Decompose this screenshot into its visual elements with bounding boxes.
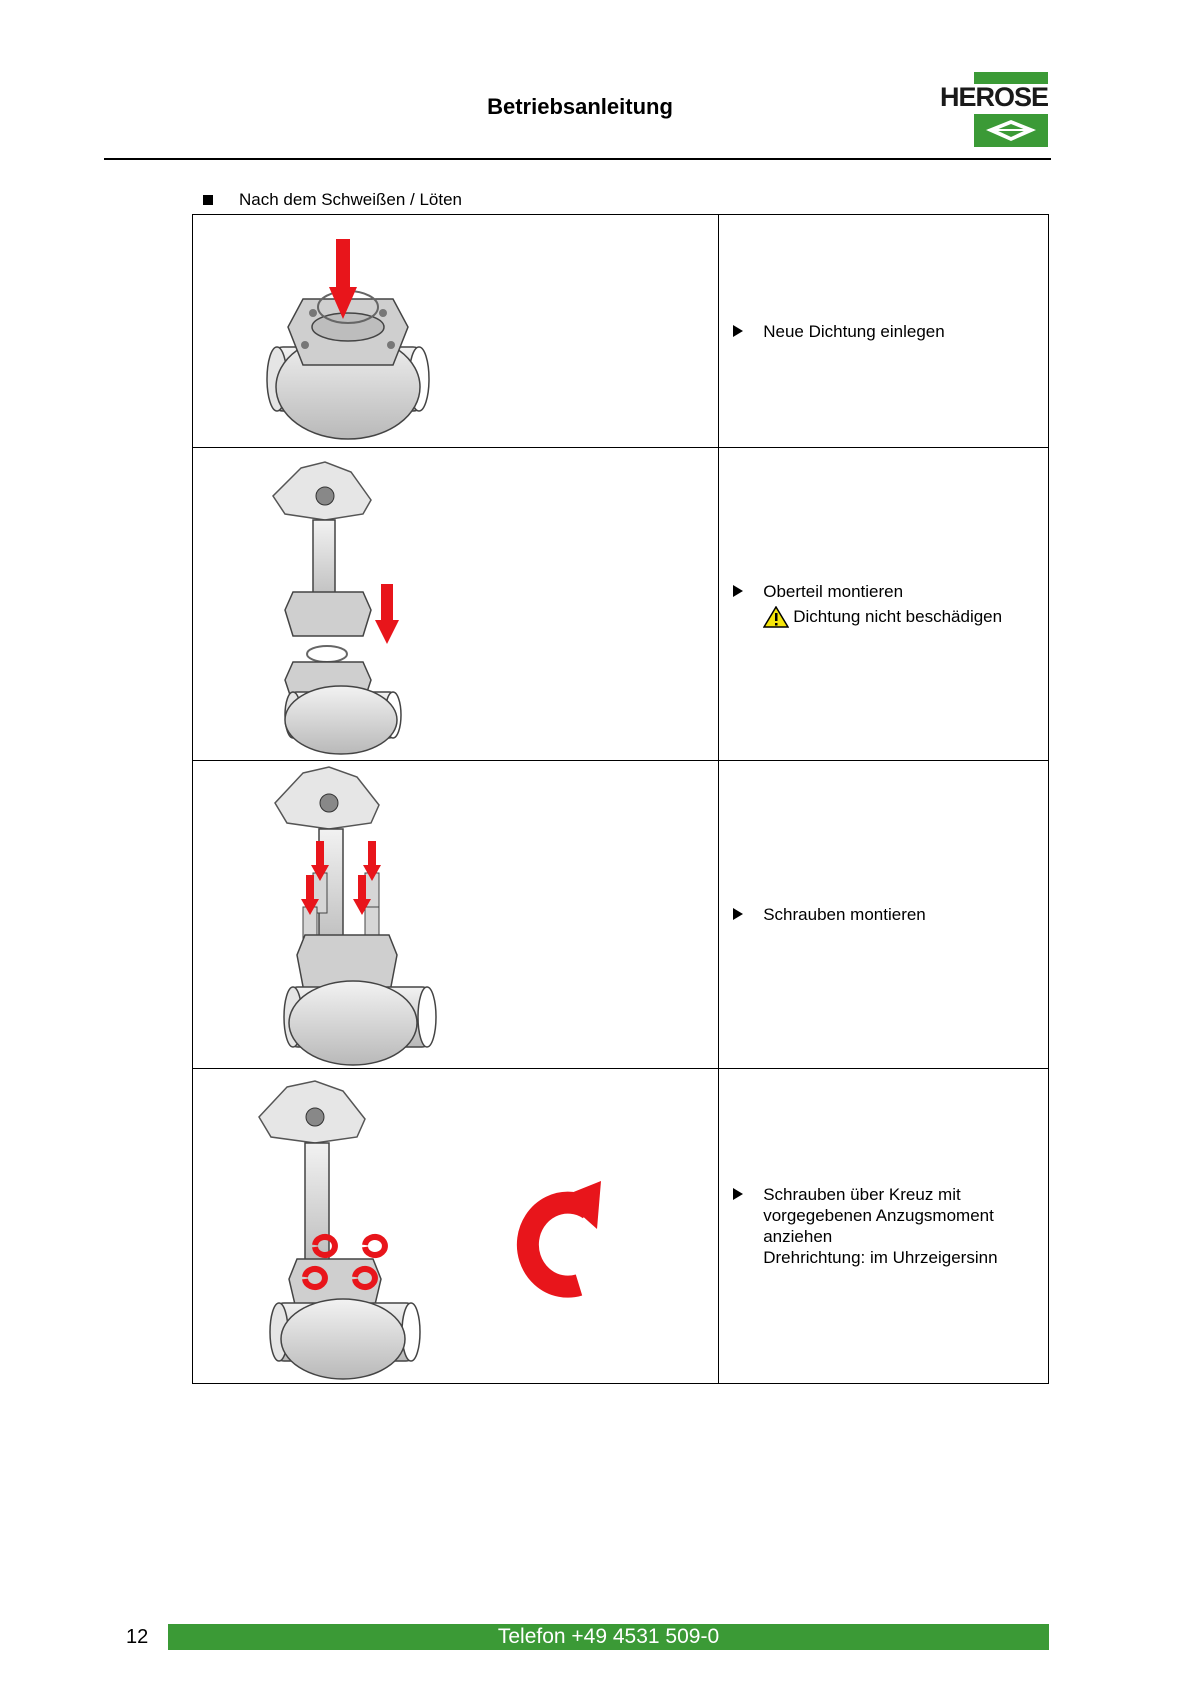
screws-tighten-icon	[193, 1069, 719, 1384]
step-line: Schrauben montieren	[763, 905, 926, 924]
valve-body-gasket-icon	[193, 215, 719, 448]
logo-text: HEROSE	[939, 82, 1048, 112]
step-text-3	[719, 761, 1049, 1069]
step-line: Oberteil montieren	[763, 581, 904, 601]
logo-emblem-icon	[974, 114, 1048, 147]
step-row-4	[193, 1069, 1049, 1384]
square-bullet-icon	[203, 195, 213, 205]
step-line: Neue Dichtung einlegen	[763, 321, 945, 341]
steps-table	[192, 214, 1049, 1384]
bonnet-assembly-icon	[193, 448, 719, 761]
triangle-bullet-icon	[733, 325, 743, 337]
section-label: Nach dem Schweißen / Löten	[239, 190, 463, 209]
warning-text: Dichtung nicht beschädigen	[793, 607, 1003, 626]
header-divider	[104, 158, 1051, 160]
page-number: 12	[126, 1626, 149, 1648]
step-illustration-3	[193, 761, 719, 1069]
step-text-1	[719, 215, 1049, 448]
triangle-bullet-icon	[733, 585, 743, 597]
step-line: anziehen	[763, 1227, 833, 1246]
logo-emblem	[974, 114, 1048, 147]
herose-logo	[934, 72, 1048, 147]
step-illustration-4	[193, 1069, 719, 1384]
step-line: vorgegebenen Anzugsmoment	[763, 1206, 994, 1225]
footer-phone-bar: Telefon +49 4531 509-0	[168, 1624, 1049, 1650]
warning-icon	[763, 606, 789, 628]
step-illustration-1	[193, 215, 719, 448]
step-illustration-2	[193, 448, 719, 761]
step-line: Schrauben über Kreuz mit	[763, 1185, 961, 1204]
warning-note	[763, 606, 1002, 628]
step-row-1	[193, 215, 1049, 448]
section-heading	[203, 190, 462, 210]
triangle-bullet-icon	[733, 908, 743, 920]
screws-insert-icon	[193, 761, 719, 1069]
clockwise-arrow-icon	[528, 1181, 601, 1287]
step-text-2	[719, 448, 1049, 761]
step-row-2	[193, 448, 1049, 761]
page-title: Betriebsanleitung	[487, 94, 673, 119]
step-line: Drehrichtung: im Uhrzeigersinn	[763, 1248, 998, 1267]
step-text-4	[719, 1069, 1049, 1384]
triangle-bullet-icon	[733, 1188, 743, 1200]
step-row-3	[193, 761, 1049, 1069]
